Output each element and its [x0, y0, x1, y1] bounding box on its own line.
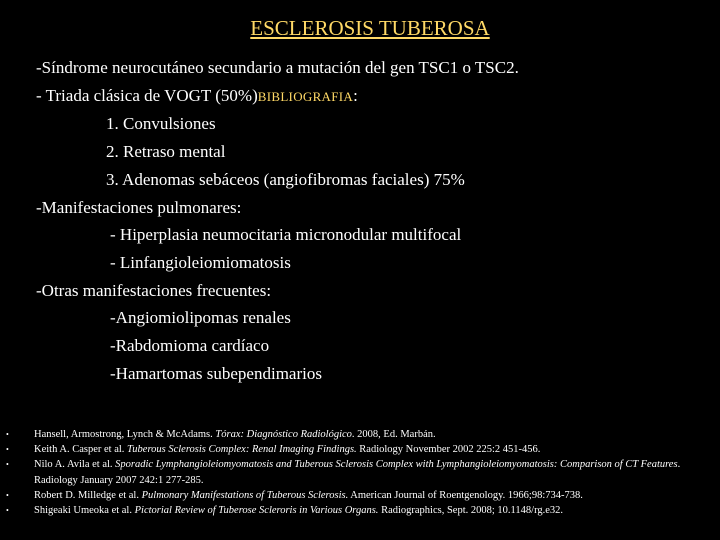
reference-work-title: Sporadic Lymphangioleiomyomatosis and Tuberous Sclerosis Complex with Lymphangioleiomyomatosis: Comparison of CT Features — [115, 459, 678, 471]
bullet-icon: • — [6, 490, 9, 500]
reference-source: . Radiology January 2007 242:1 277-285. — [34, 459, 681, 486]
reference-text — [34, 457, 718, 487]
reference-item — [6, 488, 718, 503]
reference-source: . 2008, Ed. Marbán. — [351, 429, 436, 440]
triad-item-2: 2. Retraso mental — [106, 142, 226, 162]
reference-item — [6, 442, 718, 457]
reference-item — [6, 427, 718, 442]
reference-text — [34, 442, 718, 457]
reference-item — [6, 457, 718, 487]
reference-authors: Hansell, Armostrong, Lynch & McAdams. — [34, 429, 216, 440]
bullet-icon: • — [6, 445, 9, 455]
other-item-3: -Hamartomas subependimarios — [110, 363, 322, 383]
reference-item — [6, 503, 718, 518]
reference-text — [34, 503, 718, 518]
triad-heading-text: - Triada clásica de VOGT (50%) — [36, 85, 258, 105]
bullet-icon: • — [6, 506, 9, 516]
reference-source: Radiographics, Sept. 2008; 10.1148/rg.e32. — [378, 505, 564, 517]
triad-heading — [36, 82, 716, 111]
reference-authors: Robert D. Milledge et al. — [34, 489, 142, 501]
reference-text — [34, 488, 718, 503]
other-item-1: -Angiomiolipomas renales — [110, 308, 291, 328]
definition-line: -Síndrome neurocutáneo secundario a mutación del gen TSC1 o TSC2. — [36, 58, 519, 77]
bullet-icon: • — [6, 430, 9, 439]
reference-work-title: Pulmonary Manifestations of Tuberous Sclerosis. — [141, 489, 349, 501]
reference-source: American Journal of Roentgenology. 1966;98:734-738. — [348, 489, 583, 501]
reference-text — [34, 427, 718, 442]
triad-item-1: 1. Convulsiones — [106, 114, 216, 134]
slide-body — [36, 54, 716, 387]
other-item-2: -Rabdomioma cardíaco — [110, 336, 270, 356]
pulmonary-heading: -Manifestaciones pulmonares: — [36, 197, 242, 217]
reference-work-title: Tuberous Sclerosis Complex: Renal Imaging Findings. — [127, 444, 357, 456]
references-list — [6, 427, 718, 518]
page-title: ESCLEROSIS TUBEROSA — [250, 16, 490, 40]
bullet-icon: • — [6, 460, 9, 470]
reference-authors: Keith A. Casper et al. — [34, 444, 128, 456]
reference-work-title: Pictorial Review of Tuberose Scleroris in Various Organs. — [134, 505, 379, 517]
triad-heading-colon: : — [353, 85, 358, 105]
reference-authors: Nilo A. Avila et al. — [34, 459, 116, 471]
other-heading: -Otras manifestaciones frecuentes: — [36, 280, 272, 300]
reference-work-title: Tórax: Diagnóstico Radiológico — [215, 429, 352, 440]
pulmonary-item-1: - Hiperplasia neumocitaria micronodular multifocal — [110, 225, 462, 245]
reference-authors: Shigeaki Umeoka et al. — [34, 505, 135, 517]
triad-item-3: 3. Adenomas sebáceos (angiofibromas faciales) 75% — [106, 169, 465, 189]
pulmonary-item-2: - Linfangioleiomiomatosis — [110, 252, 291, 272]
reference-source: Radiology November 2002 225:2 451-456. — [356, 444, 541, 456]
bibliografia-label: BIBLIOGRAFIA — [257, 88, 354, 104]
